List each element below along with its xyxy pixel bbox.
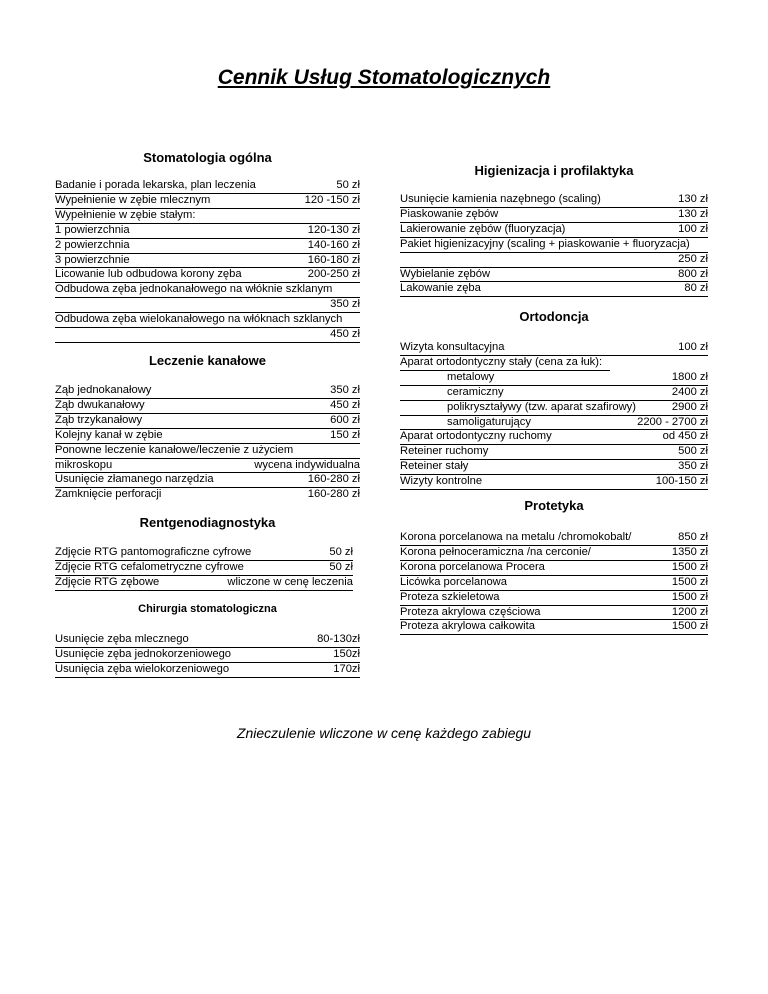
service-name: Korona pełnoceramiczna /na cerconie/ xyxy=(400,545,591,558)
price-row xyxy=(400,253,708,268)
service-name: Reteiner stały xyxy=(400,460,469,473)
service-price: 1500 zł xyxy=(671,575,708,588)
service-price: 50 zł xyxy=(329,560,353,573)
price-row xyxy=(400,371,708,386)
price-row xyxy=(55,414,360,429)
service-price: 130 zł xyxy=(678,207,708,220)
service-name: Wybielanie zębów xyxy=(400,267,491,280)
section-title-ortodoncja: Ortodoncja xyxy=(519,309,589,324)
service-price: 1200 zł xyxy=(671,605,708,618)
price-row xyxy=(400,445,708,460)
service-price: 1500 zł xyxy=(671,620,708,633)
service-price: 2400 zł xyxy=(671,385,708,398)
service-name: 2 powierzchnia xyxy=(55,238,130,251)
service-name: Proteza szkieletowa xyxy=(400,590,500,603)
service-name: Ząb dwukanałowy xyxy=(55,398,145,411)
price-row xyxy=(55,444,360,459)
price-row xyxy=(55,239,360,254)
service-price: 150zł xyxy=(333,647,360,660)
service-price: 350 zł xyxy=(330,384,360,396)
service-name: Odbudowa zęba jednokanałowego na włóknie szklanym xyxy=(55,283,333,296)
service-name: Wizyta konsultacyjna xyxy=(400,341,505,353)
service-price: 450 zł xyxy=(330,328,360,341)
price-row xyxy=(400,546,708,561)
section-title-rtg: Rentgenodiagnostyka xyxy=(139,515,276,530)
service-price: 50 zł xyxy=(336,179,360,191)
service-price: 130 zł xyxy=(678,193,708,205)
service-price: 800 zł xyxy=(678,267,708,280)
service-price: 100-150 zł xyxy=(655,475,708,488)
service-price: 160-280 zł xyxy=(307,473,360,486)
service-price: 2900 zł xyxy=(671,400,708,413)
service-price: 80 zł xyxy=(684,282,708,295)
price-row xyxy=(55,488,360,502)
service-price: 500 zł xyxy=(678,445,708,458)
service-price: 600 zł xyxy=(330,413,360,426)
price-row xyxy=(400,208,708,223)
price-row xyxy=(55,561,353,576)
price-row xyxy=(55,546,353,561)
price-row xyxy=(400,475,708,490)
service-name: Pakiet higienizacyjny (scaling + piaskowanie + fluoryzacja) xyxy=(400,237,690,250)
service-name: Kolejny kanał w zębie xyxy=(55,428,163,441)
section-title-chirurgia: Chirurgia stomatologiczna xyxy=(138,603,277,615)
service-name: Proteza akrylowa częściowa xyxy=(400,605,541,618)
price-row xyxy=(55,576,353,591)
service-price: 2200 - 2700 zł xyxy=(637,415,708,428)
price-list-kanalowe xyxy=(55,384,360,502)
price-row xyxy=(400,268,708,283)
price-list-chirurgia xyxy=(55,633,360,678)
price-row xyxy=(55,384,360,399)
price-list-ortodoncja xyxy=(400,341,708,490)
service-name: Proteza akrylowa całkowita xyxy=(400,620,535,633)
price-list-rtg xyxy=(55,546,353,591)
price-row xyxy=(400,282,708,297)
service-name: Usunięcia zęba wielokorzeniowego xyxy=(55,662,230,675)
section-title-protetyka: Protetyka xyxy=(524,498,584,513)
service-price: 450 zł xyxy=(330,398,360,411)
price-list-protetyka xyxy=(400,531,708,635)
service-name: Zamknięcie perforacji xyxy=(55,488,162,501)
service-name: Lakowanie zęba xyxy=(400,282,481,295)
page-title: Cennik Usług Stomatologicznych xyxy=(217,66,551,89)
service-name: metalowy xyxy=(447,370,495,383)
price-row xyxy=(55,313,360,328)
service-name: Licówka porcelanowa xyxy=(400,575,507,588)
service-name: Wypełnienie w zębie mlecznym xyxy=(55,193,211,206)
price-row xyxy=(55,283,360,298)
service-price: od 450 zł xyxy=(662,430,708,443)
price-row xyxy=(400,356,708,371)
price-row xyxy=(400,591,708,606)
price-list-higienizacja xyxy=(400,193,708,297)
price-row xyxy=(55,179,360,194)
service-name: ceramiczny xyxy=(447,385,504,398)
service-name: Korona porcelanowa Procera xyxy=(400,560,545,573)
service-price: 250 zł xyxy=(678,252,708,265)
service-name: Reteiner ruchomy xyxy=(400,445,489,458)
footer-note: Znieczulenie wliczone w cenę każdego zabiegu xyxy=(236,725,532,741)
service-price: wliczone w cenę leczenia xyxy=(227,575,353,588)
service-name: samoligaturujący xyxy=(447,415,531,428)
service-price: 1350 zł xyxy=(671,545,708,558)
service-name: Zdjęcie RTG zębowe xyxy=(55,575,160,588)
service-name: Wizyty kontrolne xyxy=(400,475,483,488)
price-row xyxy=(400,620,708,635)
service-price: 850 zł xyxy=(678,531,708,543)
service-name: Lakierowanie zębów (fluoryzacja) xyxy=(400,222,566,235)
section-title-stomatologia: Stomatologia ogólna xyxy=(143,150,272,165)
service-name: Odbudowa zęba wielokanałowego na włóknach szklanych xyxy=(55,313,343,326)
price-row xyxy=(55,648,360,663)
service-name: Usunięcie zęba jednokorzeniowego xyxy=(55,647,232,660)
price-row xyxy=(55,459,360,474)
price-row xyxy=(55,473,360,488)
price-row xyxy=(55,298,360,313)
price-row xyxy=(400,531,708,546)
price-row xyxy=(55,328,360,343)
service-price: 140-160 zł xyxy=(307,238,360,251)
price-list-stomatologia xyxy=(55,179,360,343)
price-row xyxy=(400,460,708,475)
section-title-kanalowe: Leczenie kanałowe xyxy=(148,353,267,368)
price-row xyxy=(400,401,708,416)
service-price: 100 zł xyxy=(678,341,708,353)
price-row xyxy=(55,429,360,444)
service-price: 1500 zł xyxy=(671,560,708,573)
service-name: Ponowne leczenie kanałowe/leczenie z użyciem xyxy=(55,443,294,456)
service-name: Licowanie lub odbudowa korony zęba xyxy=(55,268,242,281)
service-price: 350 zł xyxy=(330,298,360,311)
service-name: Zdjęcie RTG pantomograficzne cyfrowe xyxy=(55,546,252,558)
price-row xyxy=(400,561,708,576)
price-row xyxy=(55,209,360,224)
service-name: Usunięcie kamienia nazębnego (scaling) xyxy=(400,193,601,205)
service-name: mikroskopu xyxy=(55,458,113,471)
service-price: 160-280 zł xyxy=(307,488,360,501)
service-name: Usunięcie zęba mlecznego xyxy=(55,633,189,645)
price-row xyxy=(55,254,360,269)
service-price: 100 zł xyxy=(678,222,708,235)
service-price: 200-250 zł xyxy=(307,268,360,281)
service-name: 3 powierzchnie xyxy=(55,253,130,266)
price-row xyxy=(55,194,360,209)
price-row xyxy=(400,416,708,431)
service-name: Badanie i porada lekarska, plan leczenia xyxy=(55,179,256,191)
service-price: 170zł xyxy=(333,662,360,675)
price-row xyxy=(400,193,708,208)
price-row xyxy=(55,633,360,648)
price-row xyxy=(400,223,708,238)
service-name: Ząb jednokanałowy xyxy=(55,384,152,396)
section-title-higienizacja: Higienizacja i profilaktyka xyxy=(474,163,634,178)
service-price: 1500 zł xyxy=(671,590,708,603)
price-row xyxy=(400,386,708,401)
service-price: wycena indywidualna xyxy=(254,458,360,471)
service-price: 160-180 zł xyxy=(307,253,360,266)
service-price: 150 zł xyxy=(330,428,360,441)
price-row xyxy=(55,224,360,239)
service-price: 50 zł xyxy=(329,546,353,558)
price-row xyxy=(55,268,360,283)
service-price: 120 -150 zł xyxy=(304,193,360,206)
service-price: 1800 zł xyxy=(671,370,708,383)
service-name: Wypełnienie w zębie stałym: xyxy=(55,208,196,221)
price-row xyxy=(400,341,708,356)
price-row xyxy=(400,576,708,591)
service-name: Piaskowanie zębów xyxy=(400,207,499,220)
service-name: 1 powierzchnia xyxy=(55,223,130,236)
service-price: 120-130 zł xyxy=(307,223,360,236)
service-name: Aparat ortodontyczny ruchomy xyxy=(400,430,552,443)
service-name: polikryształywy (tzw. aparat szafirowy) xyxy=(447,400,636,413)
price-row xyxy=(400,606,708,621)
price-row xyxy=(400,430,708,445)
service-name: Usunięcie złamanego narzędzia xyxy=(55,473,214,486)
service-price: 80-130zł xyxy=(317,633,360,645)
service-name: Korona porcelanowa na metalu /chromokobalt/ xyxy=(400,531,632,543)
service-name: Ząb trzykanałowy xyxy=(55,413,143,426)
service-name: Zdjęcie RTG cefalometryczne cyfrowe xyxy=(55,560,244,573)
price-row xyxy=(55,399,360,414)
price-row xyxy=(55,663,360,678)
service-name: Aparat ortodontyczny stały (cena za łuk): xyxy=(400,356,610,371)
service-price: 350 zł xyxy=(678,460,708,473)
price-row xyxy=(400,238,708,253)
